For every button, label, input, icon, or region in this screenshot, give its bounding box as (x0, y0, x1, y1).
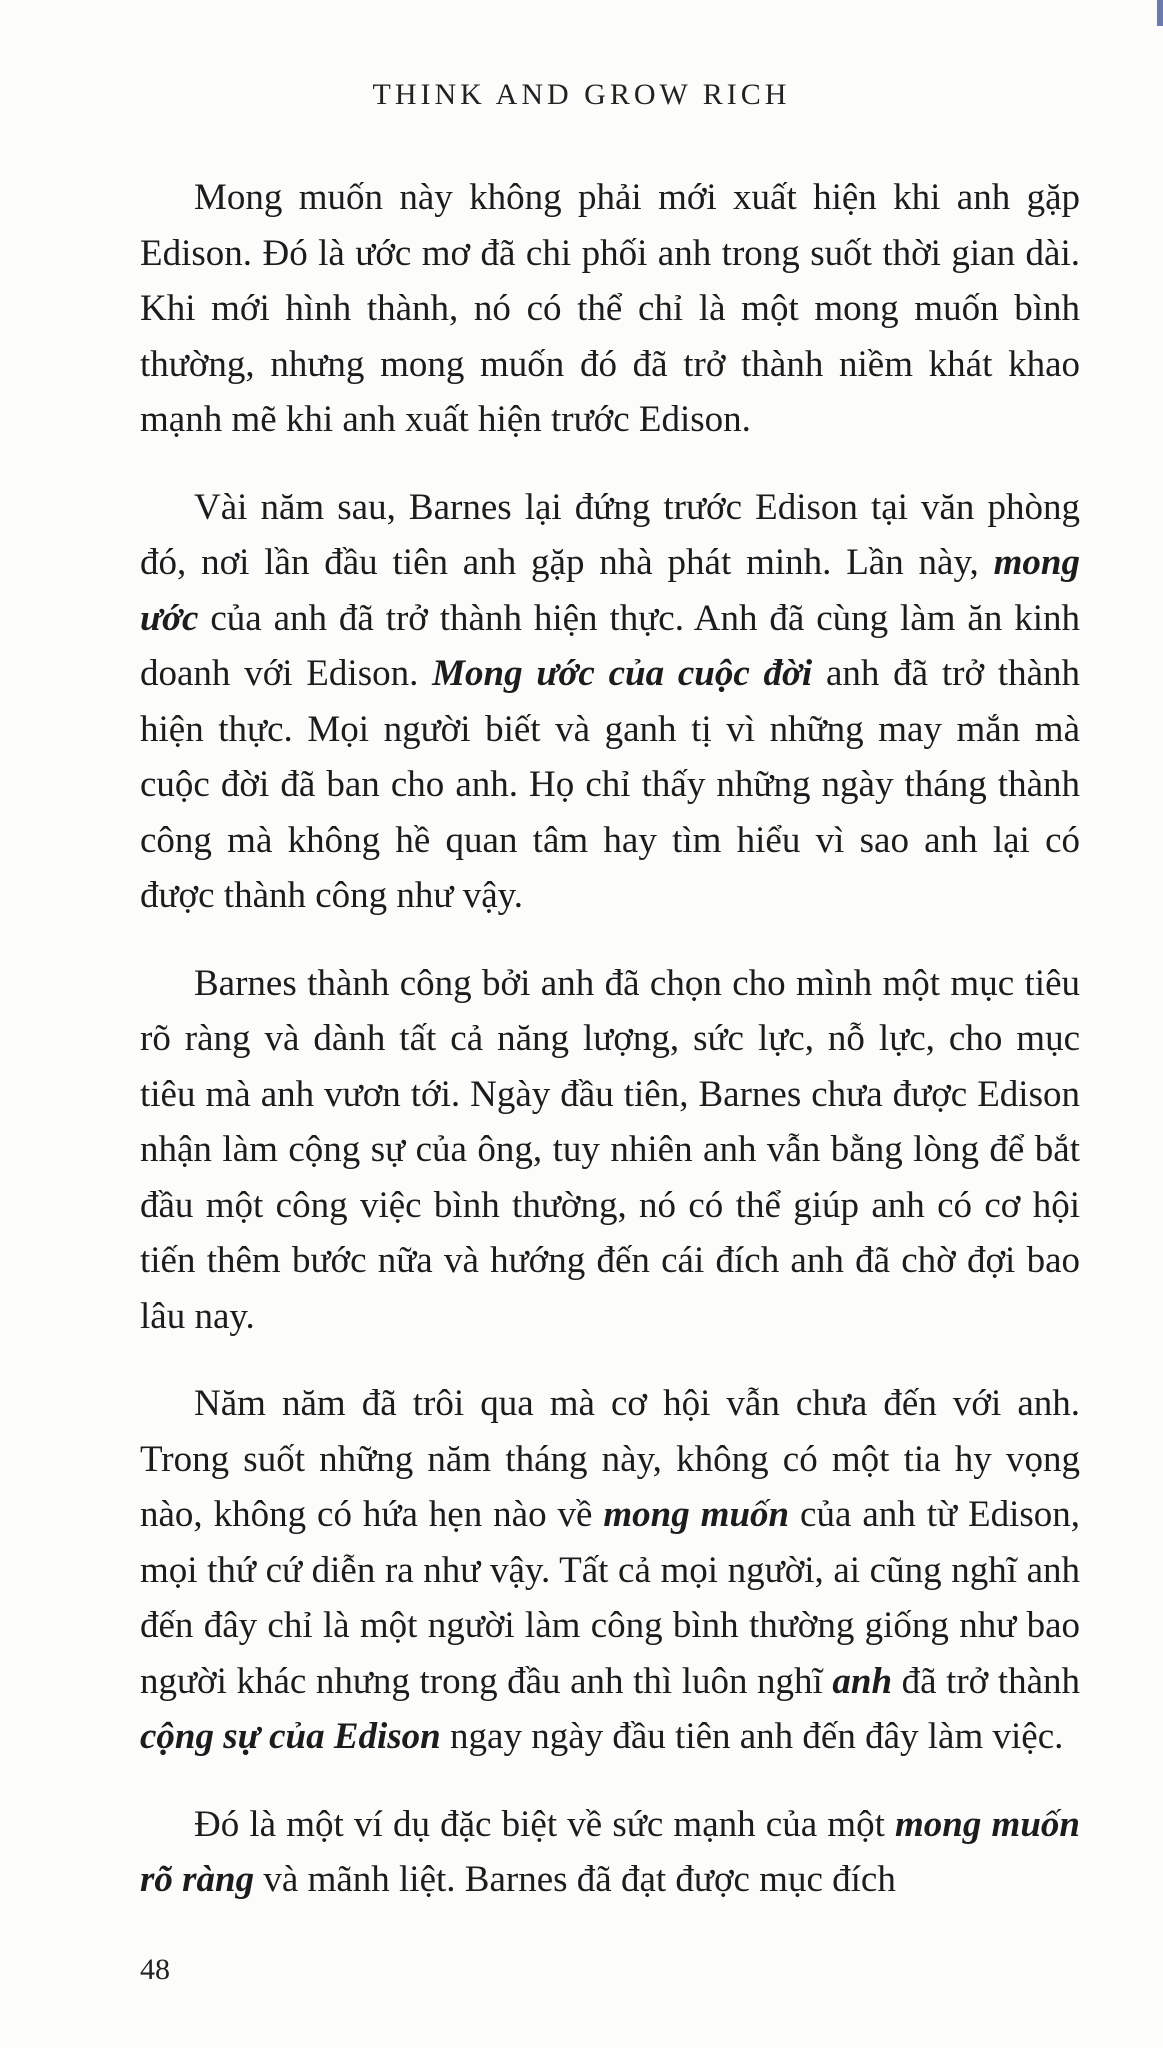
text-segment: anh đã trở thành hiện thực. Mọi người biết và ganh tị vì những may mắn mà cuộc đời đã ban cho anh. Họ chỉ thấy những ngày tháng thành công mà không hề quan tâm hay tìm hiểu vì sao anh lại có được thành công như vậy. (140, 653, 1081, 916)
emphasis-text: anh (832, 1660, 893, 1702)
text-segment: Barnes thành công bởi anh đã chọn cho mình một mục tiêu rõ ràng và dành tất cả năng lượng, sức lực, nỗ lực, cho mục tiêu mà anh vươn tới. Ngày đầu tiên, Barnes chưa được Edison nhận làm cộng sự của ông, tuy nhiên anh vẫn bằng lòng để bắt đầu một công việc bình thường, nó có thể giúp anh có cơ hội tiến thêm bước nữa và hướng đến cái đích anh đã chờ đợi bao lâu nay. (140, 962, 1080, 1337)
text-segment: Năm năm đã trôi qua mà cơ hội vẫn chưa đến với anh. Trong suốt những năm tháng này, không có một tia hy vọng nào, không có hứa hẹn nào về (140, 1383, 1080, 1535)
emphasis-text: Mong ước của cuộc đời (432, 653, 813, 694)
emphasis-text: cộng sự của Edison (140, 1716, 441, 1757)
paragraph (140, 170, 1080, 448)
page-edge-mark (1157, 0, 1163, 26)
emphasis-text: mong muốn (603, 1494, 790, 1535)
emphasis-text: mong ước (140, 542, 1080, 639)
text-segment: của anh đã trở thành hiện thực. Anh đã cùng làm ăn kinh doanh với Edison. (140, 597, 1080, 694)
paragraph (140, 480, 1080, 924)
page-number: 48 (140, 1953, 170, 1986)
text-segment: Mong muốn này không phải mới xuất hiện khi anh gặp Edison. Đó là ước mơ đã chi phối anh trong suốt thời gian dài. Khi mới hình thành, nó có thể chỉ là một mong muốn bình thường, nhưng mong muốn đó đã trở thành niềm khát khao mạnh mẽ khi anh xuất hiện trước Edison. (140, 177, 1080, 440)
text-segment: Vài năm sau, Barnes lại đứng trước Edison tại văn phòng đó, nơi lần đầu tiên anh gặp nhà phát minh. Lần này, (140, 486, 1080, 583)
text-segment: của anh từ Edison, mọi thứ cứ diễn ra như vậy. Tất cả mọi người, ai cũng nghĩ anh đến đây chỉ là một người làm công bình thường giống như bao người khác nhưng trong đầu anh thì luôn nghĩ (140, 1494, 1080, 1702)
paragraph (140, 1797, 1080, 1908)
running-head: THINK AND GROW RICH (372, 78, 791, 111)
text-segment: đã trở thành (892, 1660, 1080, 1702)
text-segment: Đó là một ví dụ đặc biệt về sức mạnh của một (194, 1803, 896, 1845)
paragraph (140, 1376, 1080, 1765)
body-text (140, 170, 1080, 1940)
text-segment: ngay ngày đầu tiên anh đến đây làm việc. (440, 1716, 1064, 1757)
emphasis-text: mong muốn rõ ràng (140, 1803, 1080, 1900)
paragraph (140, 956, 1080, 1345)
text-segment: và mãnh liệt. Barnes đã đạt được mục đích (254, 1859, 896, 1900)
